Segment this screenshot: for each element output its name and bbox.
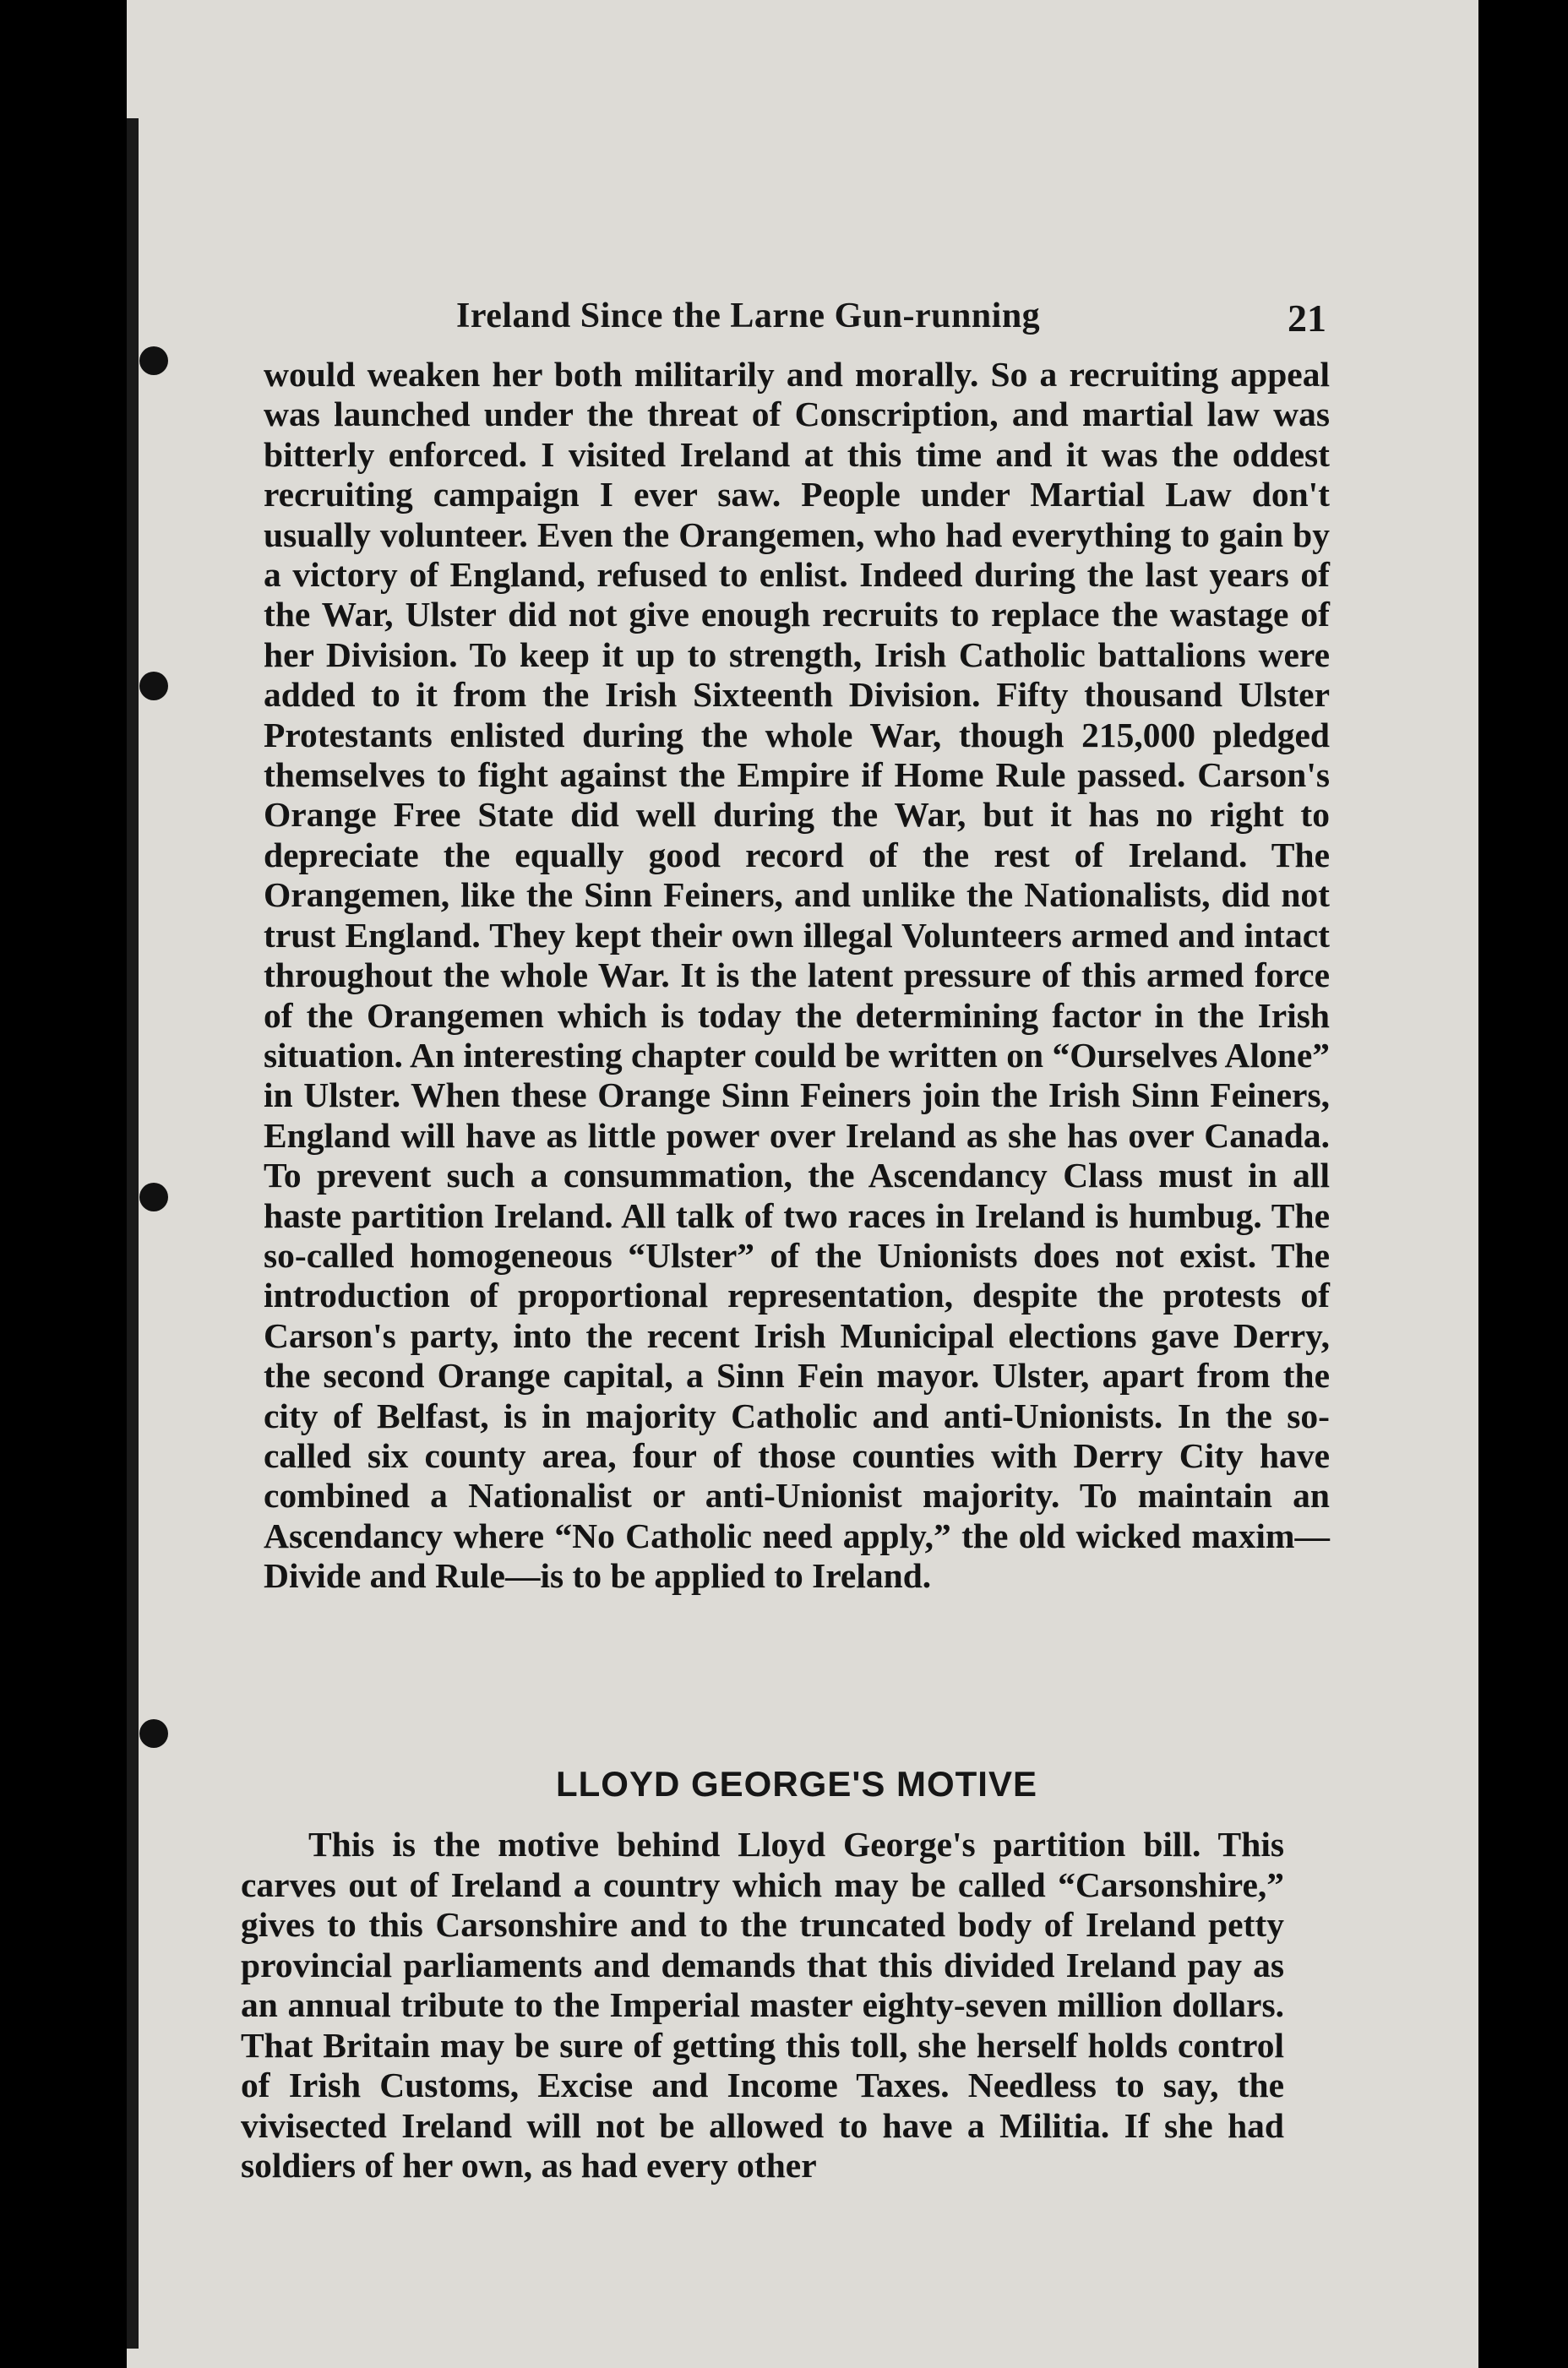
page-header (304, 296, 1326, 346)
binding-rule (127, 118, 139, 2349)
body-paragraph: This is the motive behind Lloyd George's partition bill. This carves out of Ireland a country which may be called “Carsonshire,” gives to this Carsonshire and to the truncated body of Ireland petty provincial parliaments and demands that this divided Ireland pay as an annual tribute to the Imperial master eighty-seven million dollars. That Britain may be sure of getting this toll, she herself holds control of Irish Customs, Excise and Income Taxes. Needless to say, the vivisected Ireland will not be allowed to have a Militia. If she had soldiers of her own, as had every other (241, 1825, 1284, 2185)
binding-mark (139, 1719, 168, 1748)
running-title: Ireland Since the Larne Gun-running (456, 297, 1041, 335)
binding-mark (139, 672, 168, 700)
page-number: 21 (1288, 297, 1326, 340)
binding-mark (139, 346, 168, 375)
binding-mark (139, 1183, 168, 1211)
body-paragraph: would weaken her both militarily and morally. So a recruiting appeal was launched under the threat of Conscription, and martial law was bitterly enforced. I visited Ireland at this time and it was the oddest recruiting campaign I ever saw. People under Martial Law don't usually volunteer. Even the Orangemen, who had everything to gain by a victory of England, refused to enlist. Indeed during the last years of the War, Ulster did not give enough recruits to replace the wastage of her Division. To keep it up to strength, Irish Catholic battalions were added to it from the Irish Sixteenth Division. Fifty thousand Ulster Protestants enlisted during the whole War, though 215,000 pledged themselves to fight against the Empire if Home Rule passed. Carson's Orange Free State did well during the War, but it has no right to depreciate the equally good record of the rest of Ireland. The Orangemen, like the Sinn Feiners, and unlike the Nationalists, did not trust England. They kept their own illegal Volunteers armed and intact throughout the whole War. It is the latent pressure of this armed force of the Orangemen which is today the determining factor in the Irish situation. An interesting chapter could be written on “Ourselves Alone” in Ulster. When these Orange Sinn Feiners join the Irish Sinn Feiners, England will have as little power over Ireland as she has over Canada. To prevent such a consummation, the Ascendancy Class must in all haste partition Ireland. All talk of two races in Ireland is humbug. The so-called homogeneous “Ulster” of the Unionists does not exist. The introduction of proportional representation, despite the protests of Carson's party, into the recent Irish Municipal elections gave Derry, the second Orange capital, a Sinn Fein mayor. Ulster, apart from the city of Belfast, is in majority Catholic and anti-Unionists. In the so-called six county area, four of those counties with Derry City have combined a Nationalist or anti-Unionist majority. To maintain an Ascendancy where “No Catholic need apply,” the old wicked maxim—Divide and Rule—is to be applied to Ireland. (264, 355, 1330, 1596)
section-heading: LLOYD GEORGE'S MOTIVE (555, 1764, 1038, 1804)
